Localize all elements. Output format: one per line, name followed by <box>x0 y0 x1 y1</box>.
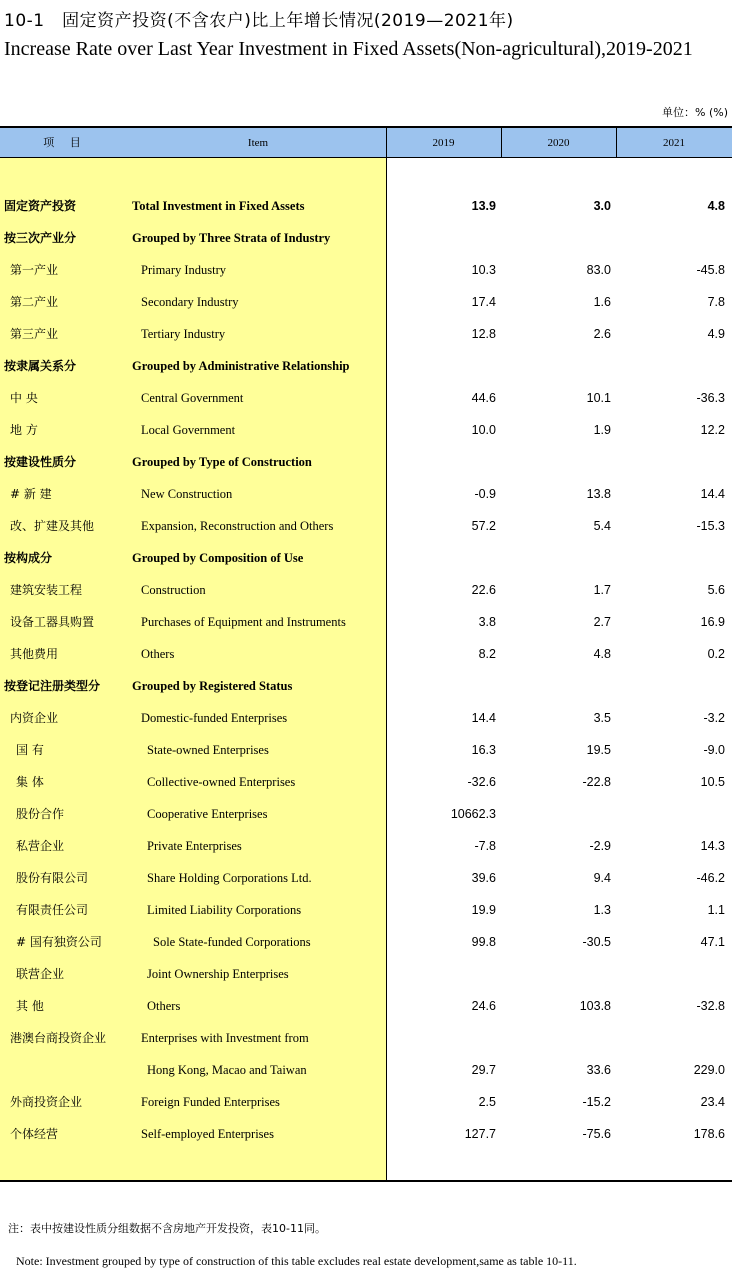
row-label-cn: # 国有独资公司 <box>16 935 102 949</box>
value-cell-2021: -46.2 <box>696 871 725 885</box>
value-cell-2020: 9.4 <box>593 871 611 885</box>
value-cell-2020 <box>511 670 611 702</box>
table-row <box>0 734 732 766</box>
value-cell-2020: 10.1 <box>586 391 611 405</box>
value-cell-2021: 4.9 <box>707 327 725 341</box>
row-label-cn: 按构成分 <box>4 551 53 565</box>
row-label-en: Primary Industry <box>141 263 227 277</box>
table-title-english: Increase Rate over Last Year Investment in Fixed Assets(Non-agricultural),2019-2021 <box>4 38 693 60</box>
value-cell-2019: 24.6 <box>471 999 496 1013</box>
value-cell-2021 <box>625 798 725 830</box>
value-cell-2020: -75.6 <box>582 1127 611 1141</box>
value-cell-2020: 13.8 <box>586 487 611 501</box>
value-cell-2019: 10662.3 <box>450 807 496 821</box>
value-cell-2019 <box>396 542 496 574</box>
value-cell-2019: 8.2 <box>478 647 496 661</box>
value-cell-2019 <box>396 222 496 254</box>
table-bottom-rule <box>0 1180 732 1182</box>
table-row <box>0 574 732 606</box>
row-label-en: Domestic-funded Enterprises <box>141 711 288 725</box>
value-cell-2019: 127.7 <box>464 1127 496 1141</box>
row-label-en: Cooperative Enterprises <box>147 807 268 821</box>
row-label-cn: 第三产业 <box>10 327 59 341</box>
header-item-cn: 项 目 <box>43 136 87 149</box>
value-cell-2021: 14.4 <box>700 487 725 501</box>
value-cell-2020 <box>511 446 611 478</box>
column-divider <box>501 126 502 158</box>
row-label-en: Private Enterprises <box>147 839 242 853</box>
value-cell-2021: 229.0 <box>693 1063 725 1077</box>
value-cell-2020: 3.0 <box>593 199 611 213</box>
value-cell-2020: 4.8 <box>593 647 611 661</box>
row-label-en: Grouped by Registered Status <box>132 679 293 693</box>
value-cell-2021 <box>625 350 725 382</box>
value-cell-2020: 1.7 <box>593 583 611 597</box>
row-label-cn: 设备工器具购置 <box>10 615 95 629</box>
value-cell-2019: 57.2 <box>471 519 496 533</box>
value-cell-2019: 13.9 <box>471 199 496 213</box>
value-cell-2021: 5.6 <box>707 583 725 597</box>
value-cell-2020 <box>511 222 611 254</box>
row-label-cn: # 新 建 <box>10 487 52 501</box>
value-cell-2019 <box>396 958 496 990</box>
table-row <box>0 190 732 222</box>
value-cell-2020 <box>511 350 611 382</box>
value-cell-2021: -36.3 <box>696 391 725 405</box>
value-cell-2019: 10.3 <box>471 263 496 277</box>
table-row <box>0 638 732 670</box>
column-divider <box>616 126 617 158</box>
row-label-cn: 有限责任公司 <box>16 903 89 917</box>
value-cell-2021: 16.9 <box>700 615 725 629</box>
table-row <box>0 286 732 318</box>
row-label-cn: 按建设性质分 <box>4 455 77 469</box>
row-label-cn: 外商投资企业 <box>10 1095 83 1109</box>
table-row <box>0 798 732 830</box>
row-label-cn: 私营企业 <box>16 839 65 853</box>
row-label-en: State-owned Enterprises <box>147 743 269 757</box>
row-label-en: New Construction <box>141 487 233 501</box>
value-cell-2021 <box>625 958 725 990</box>
footnote-english: Note: Investment grouped by type of construction of this table excludes real estate development,same as table 10-11. <box>16 1254 577 1268</box>
table-row <box>0 926 732 958</box>
row-label-cn: 股份合作 <box>16 807 65 821</box>
table-header <box>0 126 732 158</box>
row-label-cn: 固定资产投资 <box>4 199 77 213</box>
value-cell-2020: 1.9 <box>593 423 611 437</box>
value-cell-2019: 10.0 <box>471 423 496 437</box>
header-year-2021: 2021 <box>663 137 685 149</box>
value-cell-2019: 39.6 <box>471 871 496 885</box>
row-label-cn: 其他费用 <box>10 647 59 661</box>
row-label-cn: 个体经营 <box>10 1127 59 1141</box>
value-cell-2020 <box>511 798 611 830</box>
row-label-cn: 国 有 <box>16 743 44 757</box>
value-cell-2019: 2.5 <box>478 1095 496 1109</box>
table-row <box>0 894 732 926</box>
table-row <box>0 478 732 510</box>
value-cell-2021: -45.8 <box>696 263 725 277</box>
row-label-cn: 联营企业 <box>16 967 65 981</box>
row-label-cn: 按三次产业分 <box>4 231 77 245</box>
table-title-chinese: 10-1 固定资产投资(不含农户)比上年增长情况(2019—2021年) <box>4 11 514 31</box>
row-label-en: Self-employed Enterprises <box>141 1127 274 1141</box>
value-cell-2021 <box>625 222 725 254</box>
table-row <box>0 542 732 574</box>
table-row <box>0 350 732 382</box>
table-row <box>0 606 732 638</box>
value-cell-2021: 14.3 <box>700 839 725 853</box>
table-row <box>0 1022 732 1054</box>
table-row <box>0 222 732 254</box>
row-label-cn: 港澳台商投资企业 <box>10 1031 107 1045</box>
value-cell-2019: 44.6 <box>471 391 496 405</box>
value-cell-2021: -15.3 <box>696 519 725 533</box>
table-row <box>0 254 732 286</box>
row-label-en: Local Government <box>141 423 236 437</box>
header-year-2020: 2020 <box>547 137 570 149</box>
value-cell-2021: 47.1 <box>700 935 725 949</box>
value-cell-2020: 3.5 <box>593 711 611 725</box>
value-cell-2019: 17.4 <box>471 295 496 309</box>
value-cell-2020: 1.3 <box>593 903 611 917</box>
table-row <box>0 510 732 542</box>
value-cell-2021: 23.4 <box>700 1095 725 1109</box>
row-label-cn: 中 央 <box>10 391 38 405</box>
value-cell-2019 <box>396 670 496 702</box>
table-row <box>0 702 732 734</box>
footnote-chinese: 注：表中按建设性质分组数据不含房地产开发投资，表10-11同。 <box>8 1222 326 1235</box>
row-label-en: Expansion, Reconstruction and Others <box>141 519 334 533</box>
value-cell-2020: 2.6 <box>593 327 611 341</box>
row-label-cn: 按隶属关系分 <box>4 359 77 373</box>
value-cell-2021: 0.2 <box>707 647 725 661</box>
table-row <box>0 958 732 990</box>
value-cell-2021 <box>625 446 725 478</box>
row-label-en: Foreign Funded Enterprises <box>141 1095 280 1109</box>
value-cell-2020: -30.5 <box>582 935 611 949</box>
row-label-en: Limited Liability Corporations <box>147 903 302 917</box>
value-cell-2019: 14.4 <box>471 711 496 725</box>
row-label-en: Others <box>147 999 181 1013</box>
value-cell-2021 <box>625 542 725 574</box>
row-label-en: Tertiary Industry <box>141 327 226 341</box>
value-cell-2020: 1.6 <box>593 295 611 309</box>
value-cell-2019: 3.8 <box>478 615 496 629</box>
value-cell-2020: 5.4 <box>593 519 611 533</box>
row-label-cn: 集 体 <box>16 775 44 789</box>
row-label-en: Total Investment in Fixed Assets <box>132 199 305 213</box>
value-cell-2020 <box>511 1022 611 1054</box>
row-label-cn: 按登记注册类型分 <box>4 679 101 693</box>
value-cell-2020: -15.2 <box>582 1095 611 1109</box>
table-row <box>0 414 732 446</box>
row-label-en: Grouped by Composition of Use <box>132 551 304 565</box>
row-label-en: Central Government <box>141 391 244 405</box>
header-item-en: Item <box>247 137 269 149</box>
value-cell-2021: 1.1 <box>707 903 725 917</box>
row-label-en: Joint Ownership Enterprises <box>147 967 289 981</box>
row-label-cn: 改、扩建及其他 <box>10 519 95 533</box>
value-cell-2019: 29.7 <box>471 1063 496 1077</box>
data-table <box>0 126 732 1182</box>
row-label-en: Purchases of Equipment and Instruments <box>141 615 346 629</box>
value-cell-2019: 99.8 <box>471 935 496 949</box>
row-label-en: Construction <box>141 583 206 597</box>
row-label-en: Hong Kong, Macao and Taiwan <box>147 1063 307 1077</box>
value-cell-2019: -7.8 <box>474 839 496 853</box>
row-label-cn: 地 方 <box>10 423 38 437</box>
table-row <box>0 862 732 894</box>
value-cell-2019 <box>396 1022 496 1054</box>
table-row <box>0 830 732 862</box>
row-label-en: Others <box>141 647 175 661</box>
value-cell-2020: 103.8 <box>579 999 611 1013</box>
row-label-en: Share Holding Corporations Ltd. <box>147 871 312 885</box>
row-label-cn: 第二产业 <box>10 295 59 309</box>
row-label-cn: 其 他 <box>16 999 44 1013</box>
row-label-cn: 内资企业 <box>10 711 59 725</box>
value-cell-2020: 33.6 <box>586 1063 611 1077</box>
value-cell-2020 <box>511 542 611 574</box>
value-cell-2021: 4.8 <box>707 199 725 213</box>
value-cell-2019: -32.6 <box>467 775 496 789</box>
value-cell-2019 <box>396 350 496 382</box>
value-cell-2021: 178.6 <box>693 1127 725 1141</box>
value-cell-2021: -3.2 <box>703 711 725 725</box>
value-cell-2019 <box>396 446 496 478</box>
row-label-cn: 第一产业 <box>10 263 59 277</box>
value-cell-2020: 83.0 <box>586 263 611 277</box>
value-cell-2021 <box>625 670 725 702</box>
row-label-en: Grouped by Three Strata of Industry <box>132 231 331 245</box>
value-cell-2020: 2.7 <box>593 615 611 629</box>
value-cell-2020: 19.5 <box>586 743 611 757</box>
value-cell-2019: 16.3 <box>471 743 496 757</box>
value-cell-2020: -22.8 <box>582 775 611 789</box>
table-row <box>0 990 732 1022</box>
table-row <box>0 446 732 478</box>
value-cell-2020: -2.9 <box>589 839 611 853</box>
row-label-en: Grouped by Administrative Relationship <box>132 359 350 373</box>
table-row <box>0 318 732 350</box>
row-label-cn: 股份有限公司 <box>16 871 89 885</box>
row-label-en: Enterprises with Investment from <box>141 1031 309 1045</box>
value-cell-2021: -32.8 <box>696 999 725 1013</box>
value-cell-2019: 19.9 <box>471 903 496 917</box>
row-label-cn: 建筑安装工程 <box>10 583 83 597</box>
value-cell-2019: 12.8 <box>471 327 496 341</box>
table-row <box>0 382 732 414</box>
value-cell-2021: 7.8 <box>707 295 725 309</box>
value-cell-2019: -0.9 <box>474 487 496 501</box>
table-row <box>0 1054 732 1086</box>
value-cell-2021: 10.5 <box>700 775 725 789</box>
value-cell-2020 <box>511 958 611 990</box>
value-cell-2021: -9.0 <box>703 743 725 757</box>
row-label-en: Sole State-funded Corporations <box>153 935 311 949</box>
value-cell-2021: 12.2 <box>700 423 725 437</box>
row-label-en: Grouped by Type of Construction <box>132 455 312 469</box>
table-row <box>0 766 732 798</box>
table-row <box>0 1118 732 1150</box>
value-cell-2021 <box>625 1022 725 1054</box>
row-label-en: Collective-owned Enterprises <box>147 775 296 789</box>
table-row <box>0 670 732 702</box>
header-year-2019: 2019 <box>432 137 455 149</box>
unit-label: 单位：% (%) <box>662 106 728 119</box>
row-label-en: Secondary Industry <box>141 295 239 309</box>
value-cell-2019: 22.6 <box>471 583 496 597</box>
table-row <box>0 1086 732 1118</box>
